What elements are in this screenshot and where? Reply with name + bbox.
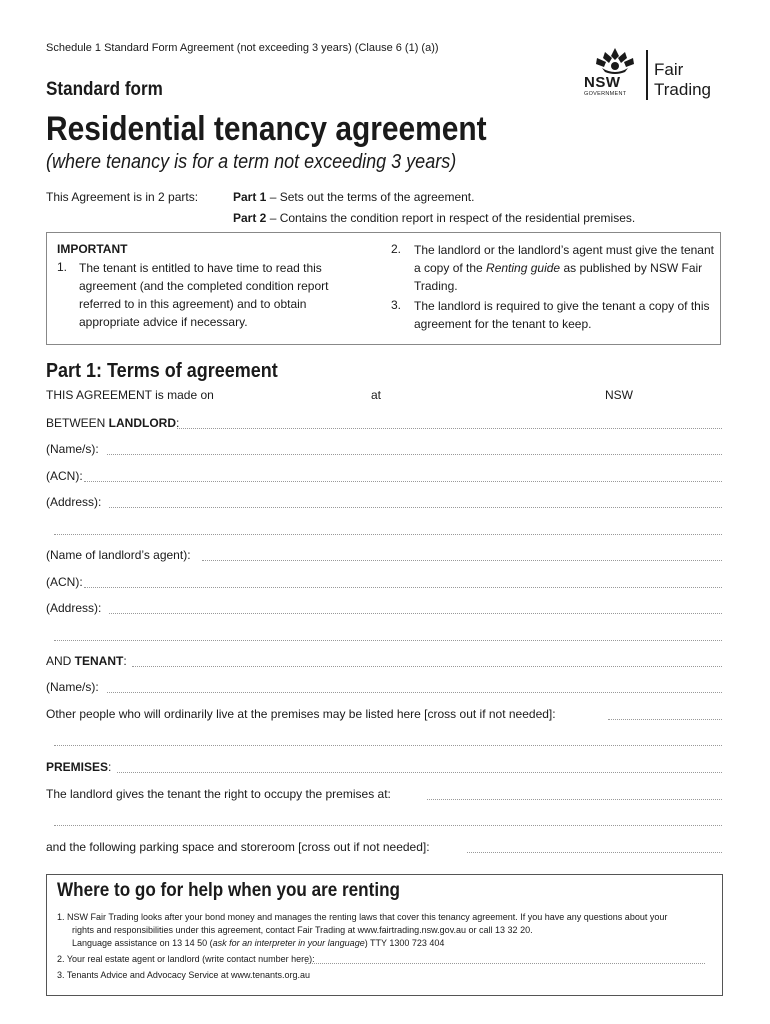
agent-contact-field[interactable] [305, 963, 705, 964]
and-tenant-label [46, 654, 127, 668]
premises-address-field[interactable] [427, 799, 722, 800]
premises-heading: PREMISES [46, 760, 109, 774]
important-item2 [414, 241, 714, 295]
and-text: AND [46, 654, 75, 668]
tenant-heading: TENANT [74, 654, 124, 668]
premises-colon: : [108, 760, 112, 774]
agent-address-label: (Address): [46, 601, 102, 615]
landlord-line[interactable] [177, 428, 722, 429]
page-subtitle: (where tenancy is for a term not exceeding 3 years) [46, 151, 457, 173]
part1-title: Part 1: Terms of agreement [46, 360, 278, 382]
help-item3: 3. Tenants Advice and Advocacy Service at www.tenants.org.au [57, 970, 310, 980]
help-item1-line3 [72, 937, 444, 950]
landlord-colon: : [176, 416, 180, 430]
logo-fair: Fair [654, 60, 684, 79]
occupy-premises-label: The landlord gives the tenant the right to occupy the premises at: [46, 787, 391, 801]
landlord-address-field-2[interactable] [54, 534, 722, 535]
help-box [46, 874, 723, 996]
premises-line[interactable] [117, 772, 722, 773]
logo-trading: Trading [654, 80, 712, 99]
agent-name-field[interactable] [202, 560, 722, 561]
agreement-at-label: at [371, 388, 382, 402]
help-item1-line1: 1. NSW Fair Trading looks after your bond money and manages the renting laws that cover this tenancy agreement. If you have any questions about your [57, 912, 668, 922]
part2-description [233, 211, 635, 225]
waratah-icon [592, 46, 638, 76]
landlord-acn-label: (ACN): [46, 469, 83, 483]
important-item3: The landlord is required to give the tenant a copy of this agreement for the tenant to keep. [414, 299, 710, 331]
agreement-date-label: THIS AGREEMENT is made on [46, 388, 214, 402]
landlord-address-label: (Address): [46, 495, 102, 509]
logo-divider [646, 50, 648, 100]
logo-government: GOVERNMENT [584, 91, 627, 97]
landlord-names-label: (Name/s): [46, 442, 99, 456]
agent-address-field[interactable] [109, 613, 722, 614]
premises-address-field-2[interactable] [54, 825, 722, 826]
important-item1: The tenant is entitled to have time to read this agreement (and the completed condition report referred to in this agreement) and to obtain appropriate advice if necessary. [79, 261, 329, 329]
parking-storeroom-field[interactable] [467, 852, 722, 853]
agent-acn-field[interactable] [84, 587, 722, 588]
important-item1-number: 1. [57, 260, 68, 274]
help-title: Where to go for help when you are renting [57, 880, 400, 901]
important-item2-number: 2. [391, 242, 402, 256]
agent-name-label: (Name of landlord’s agent): [46, 548, 191, 562]
parking-storeroom-label: and the following parking space and storeroom [cross out if not needed]: [46, 840, 430, 854]
parts-intro: This Agreement is in 2 parts: [46, 190, 199, 204]
important-item2-text-b: as published by NSW Fair Trading. [414, 261, 703, 293]
between-landlord-label [46, 416, 179, 430]
help-item1-line2: rights and responsibilities under this agreement, contact Fair Trading at www.fairtrading.nsw.gov.au or call 13 32 20. [72, 925, 533, 935]
tenant-names-field[interactable] [107, 692, 722, 693]
part2-label: Part 2 [233, 211, 267, 225]
important-title: IMPORTANT [57, 242, 128, 256]
tenant-names-label: (Name/s): [46, 680, 99, 694]
page-title: Residential tenancy agreement [46, 110, 487, 148]
part2-text: – Contains the condition report in respect of the residential premises. [266, 211, 636, 225]
agent-acn-label: (ACN): [46, 575, 83, 589]
agent-address-field-2[interactable] [54, 640, 722, 641]
other-occupants-field-2[interactable] [54, 745, 722, 746]
part1-label: Part 1 [233, 190, 267, 204]
agreement-state-label: NSW [605, 388, 633, 402]
language-assistance-text: Language assistance on 13 14 50 ( [72, 938, 213, 948]
tenant-line[interactable] [132, 666, 722, 667]
nsw-fair-trading-logo [584, 46, 726, 102]
tty-text: ) TTY 1300 723 404 [364, 938, 445, 948]
important-item3-number: 3. [391, 298, 402, 312]
important-item2-text-a: The landlord or the landlord’s agent must give the tenant a copy of the [414, 243, 714, 275]
important-notice-box [46, 232, 721, 345]
help-item2: 2. Your real estate agent or landlord (write contact number here): [57, 954, 315, 964]
standard-form-heading: Standard form [46, 79, 163, 100]
premises-label [46, 760, 111, 774]
landlord-heading: LANDLORD [108, 416, 176, 430]
landlord-names-field[interactable] [107, 454, 722, 455]
schedule-reference: Schedule 1 Standard Form Agreement (not exceeding 3 years) (Clause 6 (1) (a)) [46, 42, 439, 54]
landlord-acn-field[interactable] [84, 481, 722, 482]
tenant-colon: : [123, 654, 127, 668]
other-occupants-field[interactable] [608, 719, 722, 720]
part1-description [233, 190, 474, 204]
between-text: BETWEEN [46, 416, 109, 430]
other-occupants-label: Other people who will ordinarily live at the premises may be listed here [cross out if not needed]: [46, 707, 556, 721]
interpreter-note: ask for an interpreter in your language [212, 938, 365, 948]
renting-guide-title: Renting guide [486, 261, 561, 275]
landlord-address-field[interactable] [109, 507, 722, 508]
logo-nsw: NSW [584, 74, 621, 91]
part1-text: – Sets out the terms of the agreement. [266, 190, 475, 204]
